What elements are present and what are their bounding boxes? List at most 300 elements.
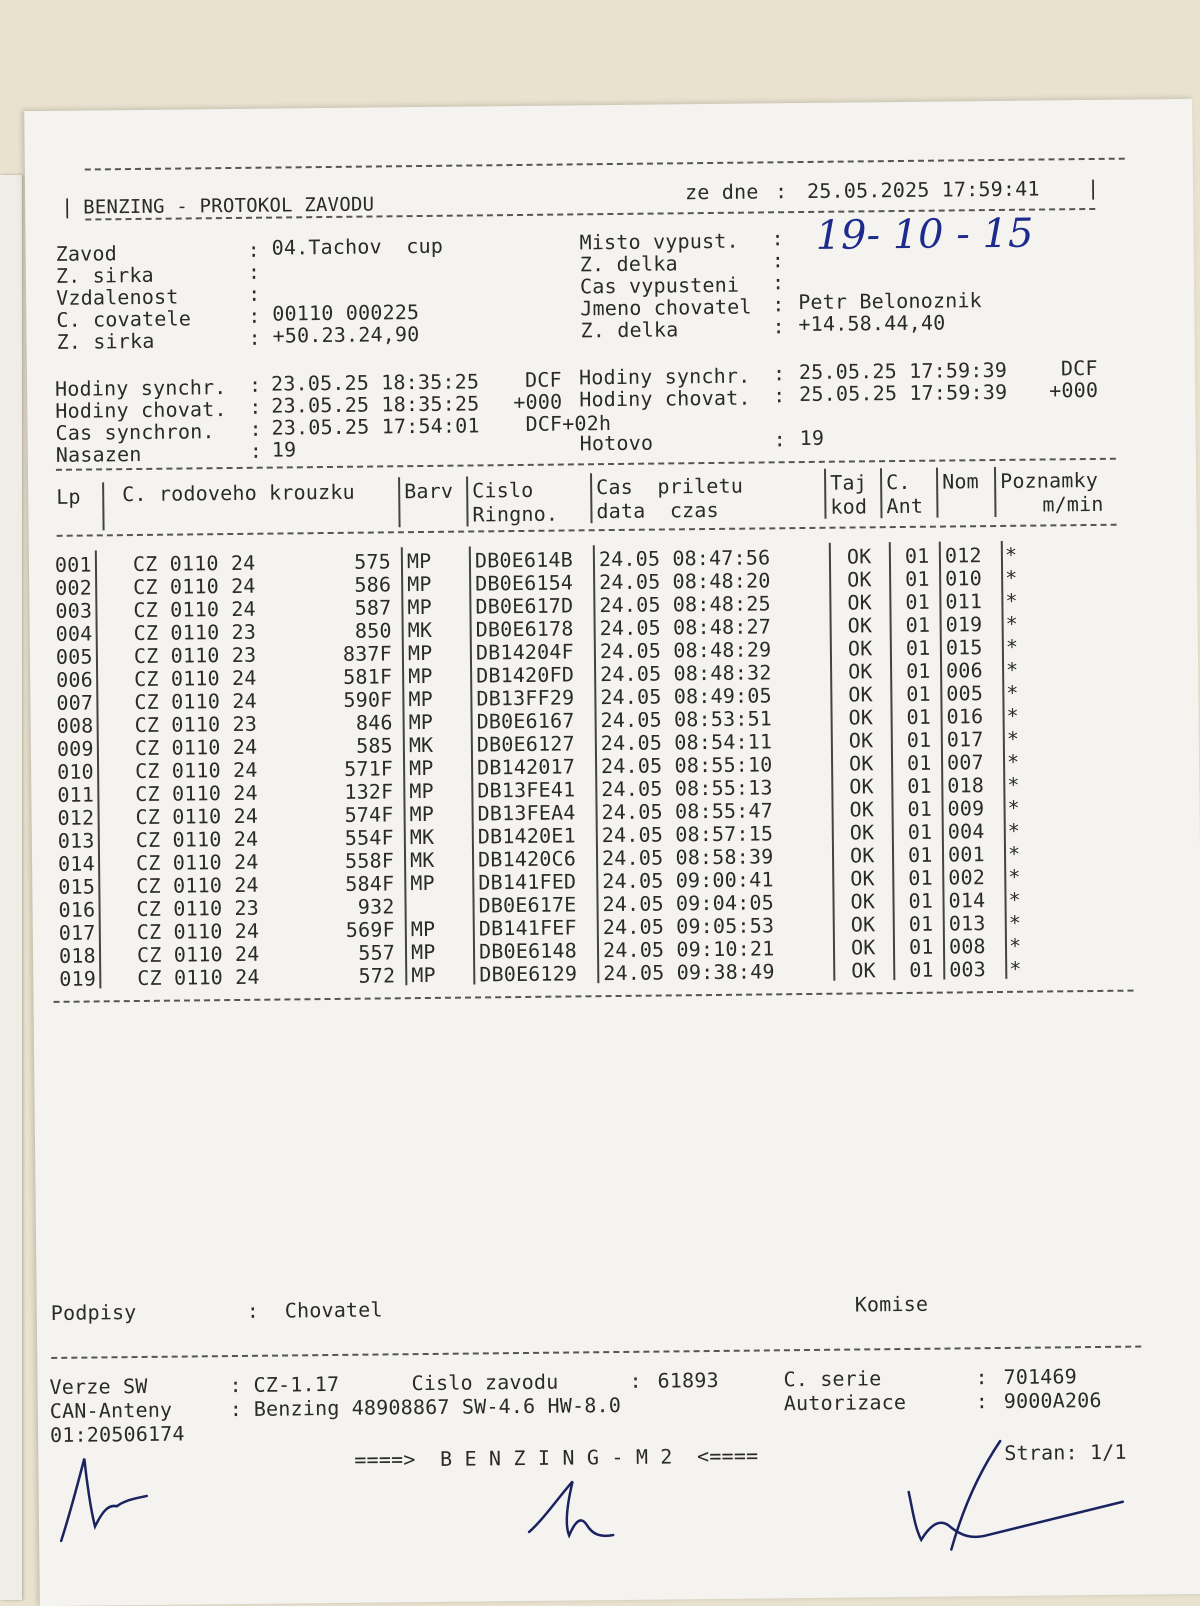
- col-header-data: data czas: [596, 497, 719, 524]
- cell-barv: MP: [408, 686, 433, 712]
- divider: [57, 524, 1117, 537]
- cell-ring: CZ 0110 24: [135, 803, 259, 830]
- cell-nom: 006: [945, 658, 983, 683]
- cell-ring-number: 558F: [344, 848, 395, 873]
- cell-nom: 003: [949, 957, 987, 982]
- cell-kod: OK: [849, 820, 875, 845]
- colon: :: [772, 361, 786, 386]
- cell-ring: CZ 0110 24: [134, 688, 257, 715]
- cell-time: 24.05 09:00:41: [602, 867, 774, 894]
- cell-ring: CZ 0110 24: [134, 734, 258, 761]
- cell-chip: DB1420FD: [476, 662, 575, 688]
- background-paper: [0, 175, 22, 1600]
- colon: :: [249, 394, 262, 419]
- cell-barv: MP: [410, 916, 436, 942]
- cell-time: 24.05 09:04:05: [602, 890, 775, 917]
- cell-barv: MP: [407, 571, 432, 597]
- footer-cislo-value: 61893: [657, 1367, 719, 1393]
- sync-value: 23.05.25 17:54:01: [271, 413, 480, 440]
- cell-lp: 003: [55, 598, 93, 623]
- cell-nom: 016: [946, 704, 984, 729]
- cell-time: 24.05 09:10:21: [602, 936, 775, 963]
- cell-ring-number: 132F: [344, 779, 394, 804]
- cell-ant: 01: [908, 888, 934, 913]
- footer-can-label: CAN-Anteny: [49, 1397, 173, 1423]
- cell-nom: 002: [948, 865, 986, 890]
- cell-ring-number: 572: [358, 963, 396, 988]
- cell-ring-number: 932: [357, 894, 395, 919]
- cell-nom: 019: [945, 612, 983, 637]
- cell-kod: OK: [848, 682, 873, 707]
- cell-barv: MP: [408, 755, 434, 781]
- cell-time: 24.05 09:05:53: [602, 913, 775, 940]
- cell-note: *: [1007, 818, 1021, 843]
- sync-value: 23.05.25 18:35:25: [270, 369, 480, 396]
- cell-ring: CZ 0110 24: [136, 941, 260, 968]
- cell-barv: MP: [408, 709, 434, 735]
- info-label-misto: Misto vypust.: [579, 228, 739, 255]
- cell-ant: 01: [908, 911, 934, 936]
- cell-time: 24.05 08:49:05: [600, 683, 772, 710]
- col-header-mmin: m/min: [1042, 491, 1104, 517]
- colon: :: [247, 237, 261, 262]
- sync-value: 25.05.25 17:59:39: [799, 379, 1008, 407]
- cell-lp: 017: [58, 920, 96, 945]
- cell-chip: DB13FF29: [476, 685, 575, 711]
- cell-ring-number: 581F: [343, 664, 393, 689]
- cell-chip: DB0E6127: [476, 731, 575, 757]
- cell-lp: 002: [55, 575, 93, 600]
- cell-lp: 005: [55, 644, 93, 669]
- cell-nom: 012: [944, 543, 982, 568]
- footer-autorizace-label: Autorizace: [783, 1389, 907, 1416]
- cell-kod: OK: [848, 728, 874, 753]
- footer-serie-label: C. serie: [783, 1366, 882, 1392]
- cell-ant: 01: [908, 934, 934, 959]
- col-divider: [102, 482, 105, 530]
- cell-nom: 011: [945, 589, 983, 614]
- cell-ring-number: 837F: [342, 641, 393, 666]
- cell-chip: DB141FEF: [478, 915, 577, 941]
- cell-ring: CZ 0110 24: [135, 849, 259, 876]
- cell-lp: 013: [57, 828, 95, 853]
- cell-time: 24.05 08:55:13: [601, 775, 773, 802]
- cell-lp: 004: [55, 621, 93, 646]
- sync-suffix: DCF+02h: [525, 411, 612, 436]
- col-header-poznamky: Poznamky: [1000, 467, 1099, 493]
- cell-ant: 01: [905, 589, 931, 614]
- cell-time: 24.05 08:53:51: [600, 706, 773, 733]
- cell-chip: DB0E6178: [475, 616, 574, 642]
- cell-kod: OK: [850, 866, 875, 891]
- col-header-cislo: Cislo: [472, 477, 534, 503]
- cell-nom: 001: [947, 842, 985, 867]
- cell-time: 24.05 08:47:56: [598, 545, 771, 572]
- sync-value: 25.05.25 17:59:39: [798, 357, 1008, 385]
- cell-time: 24.05 08:48:20: [599, 568, 771, 595]
- col-header-lp: Lp: [56, 484, 81, 509]
- col-header-nom: Nom: [942, 469, 979, 494]
- sync-label: Cas synchron.: [55, 419, 215, 445]
- cell-chip: DB13FEA4: [477, 800, 576, 826]
- cell-ring-number: 585: [356, 733, 393, 758]
- cell-note: *: [1006, 749, 1020, 774]
- cell-kod: OK: [849, 797, 875, 822]
- colon: :: [773, 383, 786, 408]
- divider: [54, 990, 1134, 1003]
- colon: :: [975, 1365, 988, 1390]
- cell-ring-number: 846: [355, 710, 393, 735]
- colon: :: [249, 438, 263, 463]
- header-left-bar: |: [61, 194, 74, 219]
- cell-note: *: [1005, 565, 1018, 590]
- cell-barv: MK: [407, 617, 433, 643]
- cell-note: *: [1008, 910, 1022, 935]
- cell-ant: 01: [908, 865, 933, 890]
- cell-note: *: [1005, 657, 1019, 682]
- colon: :: [975, 1389, 989, 1414]
- cell-note: *: [1007, 772, 1020, 797]
- cell-note: *: [1008, 864, 1021, 889]
- cell-nom: 009: [947, 796, 985, 821]
- sync-label: Hodiny synchr.: [578, 363, 751, 390]
- cell-chip: DB0E6129: [479, 961, 578, 987]
- col-header-kod: kod: [830, 494, 868, 519]
- cell-ring: CZ 0110 24: [135, 826, 259, 853]
- handwritten-release-time: 19- 10 - 15: [815, 210, 1034, 259]
- colon: :: [248, 325, 261, 350]
- cell-nom: 017: [946, 727, 984, 752]
- cell-ring-number: 587: [354, 595, 392, 620]
- divider: [51, 1346, 1141, 1359]
- cell-chip: DB13FE41: [477, 777, 576, 803]
- cell-barv: MP: [410, 870, 435, 896]
- cell-barv: MK: [408, 732, 434, 758]
- info-label-delka: Z. delka: [579, 251, 678, 277]
- cell-ant: 01: [909, 957, 934, 982]
- cell-ring: CZ 0110 24: [132, 550, 256, 577]
- page-title: BENZING - PROTOKOL ZAVODU: [83, 193, 375, 219]
- cell-note: *: [1006, 703, 1019, 728]
- cell-lp: 018: [58, 943, 96, 968]
- cell-time: 24.05 08:58:39: [601, 844, 774, 871]
- footer-page-number: Stran: 1/1: [1004, 1439, 1127, 1465]
- cell-ring: CZ 0110 24: [133, 573, 256, 600]
- signature-komise-1: [522, 1465, 623, 1546]
- cell-note: *: [1004, 542, 1018, 567]
- signature-chovatel-label: Chovatel: [284, 1297, 383, 1323]
- cell-kod: OK: [847, 613, 873, 638]
- cell-lp: 016: [58, 897, 96, 922]
- sync-value: 23.05.25 18:35:25: [271, 391, 480, 418]
- col-divider: [994, 467, 997, 517]
- cell-ring: CZ 0110 23: [136, 895, 260, 922]
- sync-value: 19: [271, 437, 297, 462]
- cell-note: *: [1007, 795, 1020, 820]
- cell-time: 24.05 08:57:15: [601, 821, 774, 848]
- sync-label: Hodiny chovat.: [55, 397, 227, 423]
- cell-time: 24.05 08:48:25: [599, 591, 771, 618]
- header-right-bar: |: [1086, 175, 1100, 201]
- footer-antenna-id: 01:20506174: [49, 1421, 185, 1447]
- cell-nom: 013: [948, 911, 986, 936]
- cell-kod: OK: [850, 935, 876, 960]
- cell-lp: 014: [57, 851, 95, 876]
- cell-barv: MK: [409, 847, 435, 873]
- sync-label: Hodiny synchr.: [54, 375, 227, 401]
- cell-chip: DB0E614B: [474, 547, 573, 573]
- cell-kod: OK: [849, 843, 875, 868]
- cell-ring-number: 850: [354, 618, 392, 643]
- cell-chip: DB142017: [476, 754, 576, 780]
- date-value: 25.05.2025 17:59:41: [806, 176, 1040, 203]
- sync-label: Hodiny chovat.: [579, 385, 751, 412]
- cell-time: 24.05 08:48:32: [600, 660, 772, 687]
- cell-ant: 01: [905, 566, 930, 591]
- colon: :: [248, 281, 261, 306]
- col-header-barv: Barv: [404, 478, 454, 504]
- cell-chip: DB141FED: [478, 869, 577, 895]
- sync-suffix: +000: [1049, 377, 1099, 403]
- info-value-zavod: 04.Tachov cup: [271, 233, 444, 260]
- col-divider: [936, 468, 939, 518]
- sync-suffix: DCF: [1060, 355, 1098, 381]
- cell-ant: 01: [906, 750, 932, 775]
- signature-komise-2: [890, 1430, 1131, 1563]
- col-header-c: C.: [886, 469, 911, 495]
- cell-ring-number: 575: [354, 549, 392, 574]
- cell-kod: OK: [851, 958, 876, 983]
- info-label-sirka-2: Z. sirka: [56, 328, 155, 354]
- cell-time: 24.05 09:38:49: [603, 959, 775, 986]
- cell-note: *: [1005, 588, 1018, 613]
- info-label-sirka: Z. sirka: [55, 262, 154, 288]
- cell-lp: 015: [58, 874, 96, 899]
- cell-chip: DB0E6154: [475, 570, 574, 596]
- cell-kod: OK: [847, 659, 873, 684]
- cell-ant: 01: [906, 681, 931, 706]
- cell-ring: CZ 0110 24: [133, 596, 256, 623]
- colon: :: [629, 1368, 642, 1393]
- col-divider: [880, 468, 883, 518]
- col-header-cas: Cas priletu: [596, 473, 744, 500]
- col-header-ringno: Ringno.: [472, 501, 559, 527]
- cell-nom: 014: [948, 888, 986, 913]
- cell-chip: DB14204F: [475, 639, 574, 665]
- cell-lp: 010: [56, 759, 94, 784]
- cell-ring-number: 557: [358, 940, 396, 965]
- cell-nom: 018: [947, 773, 985, 798]
- cell-chip: DB0E617D: [475, 593, 574, 619]
- cell-ant: 01: [907, 773, 932, 798]
- footer-serie-value: 701469: [1003, 1364, 1078, 1389]
- signatures-label: Podpisy: [50, 1300, 137, 1325]
- cell-kod: OK: [848, 705, 874, 730]
- colon: :: [771, 248, 785, 273]
- cell-note: *: [1007, 841, 1021, 866]
- cell-lp: 001: [54, 552, 92, 577]
- cell-barv: MP: [411, 962, 436, 988]
- cell-ant: 01: [907, 842, 933, 867]
- cell-ring: CZ 0110 24: [134, 757, 258, 784]
- cell-ring-number: 584F: [345, 871, 395, 896]
- colon: :: [249, 416, 262, 441]
- colon: :: [771, 270, 785, 295]
- signature-komise-label: Komise: [854, 1291, 929, 1317]
- cell-ring-number: 590F: [343, 687, 393, 712]
- colon: :: [772, 292, 785, 317]
- date-label: ze dne: [684, 179, 759, 205]
- col-divider: [466, 477, 469, 527]
- info-label-vzdalenost: Vzdalenost: [56, 284, 179, 310]
- sync-value: 19: [799, 425, 825, 451]
- cell-note: *: [1009, 956, 1022, 981]
- cell-ring: CZ 0110 24: [134, 665, 257, 692]
- cell-chip: DB0E6148: [478, 938, 578, 964]
- cell-nom: 008: [948, 934, 986, 959]
- divider: [85, 158, 1125, 171]
- cell-ring: CZ 0110 24: [136, 918, 260, 945]
- colon: :: [771, 226, 784, 251]
- cell-barv: MK: [409, 824, 435, 850]
- cell-nom: 010: [945, 566, 983, 591]
- cell-ring: CZ 0110 24: [137, 964, 260, 991]
- cell-ring: CZ 0110 23: [134, 711, 258, 738]
- cell-lp: 009: [56, 736, 94, 761]
- info-label-covatele: C. covatele: [56, 306, 192, 332]
- cell-time: 24.05 08:55:10: [600, 752, 773, 779]
- sync-suffix: +000: [513, 389, 563, 415]
- cell-lp: 006: [56, 667, 94, 692]
- info-label-zavod: Zavod: [55, 241, 118, 266]
- info-value-covatele: 00110 000225: [272, 300, 420, 326]
- cell-ant: 01: [907, 819, 933, 844]
- cell-lp: 019: [59, 966, 97, 991]
- cell-ring-number: 586: [354, 572, 392, 597]
- cell-ring-number: 574F: [344, 802, 394, 827]
- signature-chovatel: [50, 1440, 161, 1551]
- sync-suffix: DCF: [524, 367, 562, 392]
- cell-time: 24.05 08:54:11: [600, 729, 773, 756]
- cell-lp: 012: [57, 805, 95, 830]
- cell-ring: CZ 0110 23: [133, 642, 257, 669]
- cell-kod: OK: [846, 544, 872, 569]
- footer-brand-line: ====> B E N Z I N G - M 2 <====: [354, 1443, 759, 1472]
- cell-nom: 007: [946, 750, 984, 775]
- cell-ant: 01: [905, 658, 931, 683]
- cell-note: *: [1005, 634, 1019, 659]
- cell-time: 24.05 08:48:29: [599, 637, 772, 664]
- cell-ring: CZ 0110 23: [133, 619, 257, 646]
- info-label-jmeno: Jmeno chovatel: [580, 294, 752, 321]
- cell-nom: 005: [946, 681, 984, 706]
- colon: :: [247, 259, 261, 284]
- cell-ring-number: 571F: [344, 756, 394, 781]
- colon: :: [772, 314, 785, 339]
- col-header-taj: Taj: [830, 470, 867, 495]
- protocol-sheet: [24, 99, 1200, 1606]
- cell-note: *: [1006, 680, 1019, 705]
- colon: :: [229, 1372, 242, 1398]
- cell-kod: OK: [847, 636, 873, 661]
- sync-label: Nasazen: [55, 441, 142, 467]
- footer-autorizace-value: 9000A206: [1003, 1387, 1102, 1413]
- cell-nom: 004: [947, 819, 985, 844]
- colon: :: [773, 427, 787, 452]
- footer-cislo-label: Cislo zavodu: [411, 1369, 559, 1396]
- cell-time: 24.05 08:48:27: [599, 614, 772, 641]
- cell-barv: MP: [408, 663, 433, 689]
- cell-lp: 011: [57, 782, 95, 807]
- date-colon: :: [774, 179, 788, 204]
- colon: :: [229, 1396, 243, 1422]
- col-header-ring: C. rodoveho krouzku: [122, 479, 355, 507]
- cell-chip: DB0E6167: [476, 708, 575, 734]
- col-divider: [824, 469, 827, 519]
- cell-chip: DB0E617E: [478, 892, 577, 918]
- col-divider: [590, 473, 593, 523]
- cell-barv: MP: [406, 548, 432, 574]
- sync-label: Hotovo: [579, 430, 654, 456]
- footer-verze-label: Verze SW: [49, 1373, 148, 1399]
- cell-ring: CZ 0110 24: [135, 780, 258, 807]
- cell-time: 24.05 08:55:47: [601, 798, 774, 825]
- col-header-ant: Ant: [886, 493, 924, 519]
- cell-kod: OK: [850, 912, 876, 937]
- cell-ant: 01: [906, 704, 932, 729]
- cell-lp: 008: [56, 713, 94, 738]
- cell-nom: 015: [945, 635, 983, 660]
- cell-note: *: [1008, 887, 1021, 912]
- cell-kod: OK: [849, 774, 874, 799]
- info-value-delka-2: +14.58.44,40: [798, 310, 946, 337]
- cell-ring-number: 569F: [345, 917, 395, 942]
- colon: :: [248, 372, 262, 397]
- cell-ant: 01: [904, 543, 930, 568]
- cell-chip: DB1420C6: [477, 846, 577, 872]
- cell-kod: OK: [850, 889, 876, 914]
- cell-ring-number: 554F: [344, 825, 394, 850]
- cell-ant: 01: [905, 612, 931, 637]
- cell-barv: MP: [407, 594, 433, 620]
- cell-ant: 01: [907, 796, 933, 821]
- cell-kod: OK: [847, 567, 872, 592]
- col-divider: [398, 477, 401, 527]
- cell-kod: OK: [847, 590, 873, 615]
- colon: :: [248, 303, 261, 328]
- cell-barv: MP: [409, 778, 434, 804]
- cell-lp: 007: [56, 690, 94, 715]
- cell-barv: MP: [410, 939, 436, 965]
- footer-verze-value: CZ-1.17: [253, 1371, 340, 1397]
- cell-note: *: [1006, 726, 1020, 751]
- colon: :: [246, 1298, 260, 1323]
- info-label-cas-vypusteni: Cas vypusteni: [579, 272, 740, 299]
- cell-chip: DB1420E1: [477, 823, 576, 849]
- info-value-jmeno: Petr Belonoznik: [798, 288, 982, 315]
- cell-note: *: [1008, 933, 1022, 958]
- cell-note: *: [1005, 611, 1019, 636]
- cell-ant: 01: [905, 635, 931, 660]
- cell-barv: MP: [407, 640, 433, 666]
- info-value-sirka-2: +50.23.24,90: [272, 322, 420, 348]
- cell-kod: OK: [848, 751, 874, 776]
- footer-can-value: Benzing 48908867 SW-4.6 HW-8.0: [253, 1392, 622, 1421]
- cell-ring: CZ 0110 24: [136, 872, 259, 899]
- cell-barv: MP: [409, 801, 435, 827]
- info-label-delka-2: Z. delka: [580, 317, 679, 343]
- cell-ant: 01: [906, 727, 932, 752]
